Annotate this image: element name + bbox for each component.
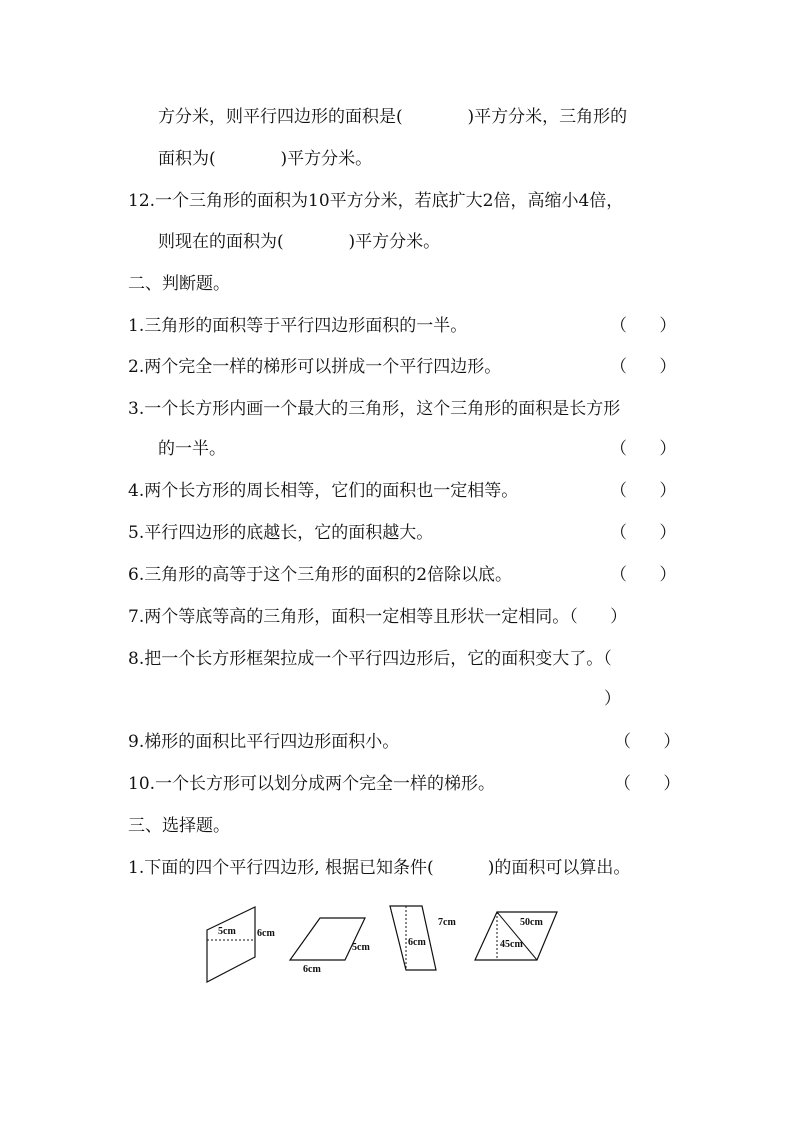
judge-item-6: 6.三角形的高等于这个三角形的面积的2倍除以底。 — [128, 565, 513, 585]
answer-paren-5[interactable]: （ ） — [610, 523, 677, 543]
answer-paren-3[interactable]: （ ） — [610, 439, 677, 459]
q12-line1: 12.一个三角形的面积为10平方分米，若底扩大2倍，高缩小4倍， — [128, 191, 624, 211]
judge-item-5: 5.平行四边形的底越长，它的面积越大。 — [128, 523, 434, 543]
choice-q1: 1.下面的四个平行四边形, 根据已知条件( )的面积可以算出。 — [128, 858, 631, 878]
f3-top-label: 7cm — [438, 917, 456, 928]
judge-item-10: 10.一个长方形可以划分成两个完全一样的梯形。 — [128, 774, 496, 794]
answer-paren-9[interactable]: （ ） — [614, 732, 681, 752]
judge-item-9: 9.梯形的面积比平行四边形面积小。 — [128, 732, 400, 752]
parallelogram-figures-svg — [200, 902, 570, 990]
f2-bottom-label: 6cm — [303, 964, 321, 975]
f2-side-label: 5cm — [352, 942, 370, 953]
judge-item-4: 4.两个长方形的周长相等，它们的面积也一定相等。 — [128, 481, 519, 501]
parallelogram-figure-1 — [207, 907, 275, 982]
f1-inner-label: 5cm — [218, 926, 236, 937]
judge-item-8: 8.把一个长方形框架拉成一个平行四边形后，它的面积变大了。（ — [128, 649, 612, 669]
parallelogram-figure-4 — [475, 912, 557, 960]
answer-paren-2[interactable]: （ ） — [610, 357, 677, 377]
parallelogram-figure-3 — [390, 906, 456, 970]
judge-item-7: 7.两个等底等高的三角形，面积一定相等且形状一定相同。（ ） — [128, 607, 628, 627]
f4-top-label: 50cm — [520, 917, 543, 928]
judge-item-3-line1: 3.一个长方形内画一个最大的三角形，这个三角形的面积是长方形 — [128, 399, 621, 419]
answer-paren-8-close[interactable]: ） — [604, 689, 621, 709]
judge-item-1: 1.三角形的面积等于平行四边形面积的一半。 — [128, 316, 468, 336]
section2-title: 二、判断题。 — [128, 274, 230, 294]
parallelogram-figures — [200, 902, 570, 990]
answer-paren-1[interactable]: （ ） — [610, 316, 677, 336]
q12-line2: 则现在的面积为( )平方分米。 — [158, 232, 441, 252]
f3-inner-label: 6cm — [408, 937, 426, 948]
f4-inner-label: 45cm — [500, 939, 523, 950]
answer-paren-6[interactable]: （ ） — [610, 565, 677, 585]
judge-item-2: 2.两个完全一样的梯形可以拼成一个平行四边形。 — [128, 357, 502, 377]
answer-paren-4[interactable]: （ ） — [610, 481, 677, 501]
q11-continuation-line1: 方分米，则平行四边形的面积是( )平方分米，三角形的 — [158, 107, 628, 127]
answer-paren-10[interactable]: （ ） — [614, 774, 681, 794]
f1-side-label: 6cm — [257, 928, 275, 939]
q11-continuation-line2: 面积为( )平方分米。 — [158, 149, 373, 169]
parallelogram-figure-2 — [290, 918, 370, 975]
section3-title: 三、选择题。 — [128, 816, 230, 836]
judge-item-3-line2: 的一半。 — [158, 439, 226, 459]
